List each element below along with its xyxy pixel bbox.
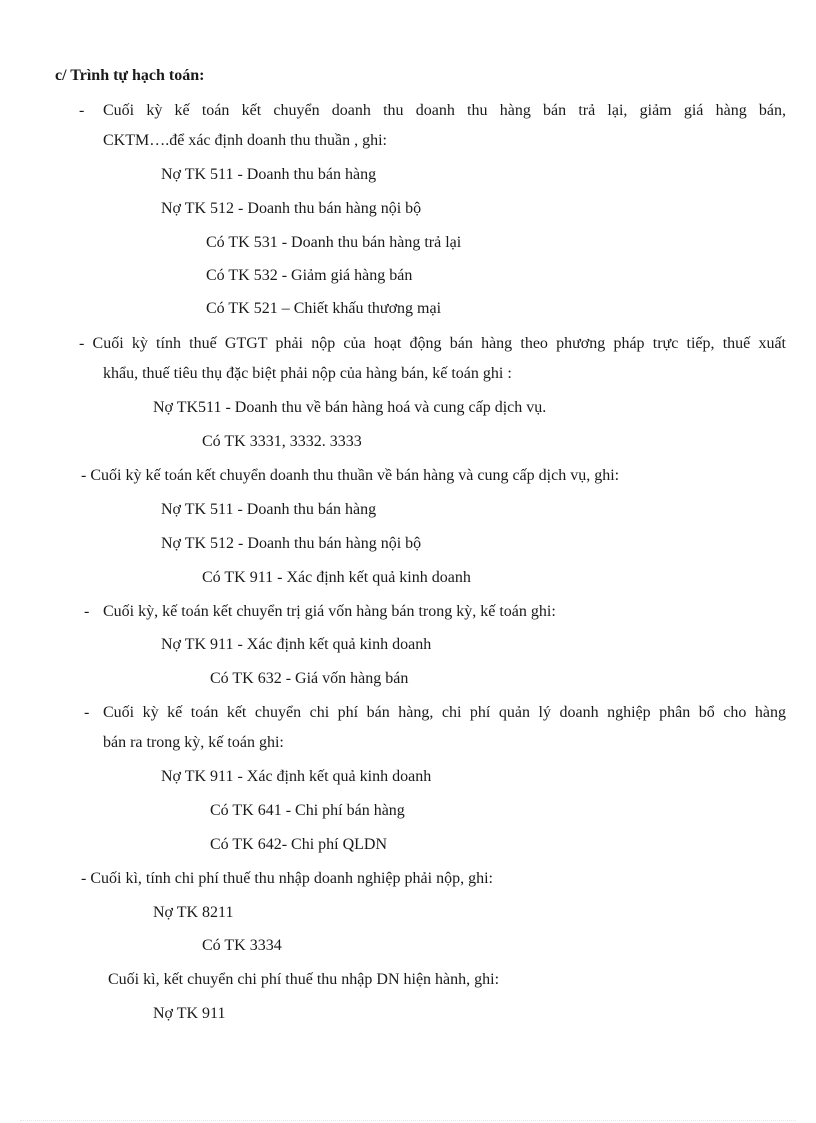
- bullet-dash: -: [84, 704, 90, 721]
- journal-entry-debit: Nợ TK 511 - Doanh thu bán hàng: [161, 166, 377, 183]
- paragraph-line: Cuối kì, kết chuyển chi phí thuế thu nhập DN hiện hành, ghi:: [108, 971, 500, 988]
- journal-entry-debit: Nợ TK 512 - Doanh thu bán hàng nội bộ: [161, 535, 422, 552]
- journal-entry-credit: Có TK 642- Chi phí QLDN: [210, 836, 388, 853]
- section-heading: c/ Trình tự hạch toán:: [55, 67, 205, 84]
- bullet-dash: -: [84, 603, 90, 620]
- paragraph-line: - Cuối kỳ kế toán kết chuyển doanh thu thuần về bán hàng và cung cấp dịch vụ, ghi:: [81, 467, 620, 484]
- paragraph-line: - Cuối kì, tính chi phí thuế thu nhập doanh nghiệp phải nộp, ghi:: [81, 870, 493, 887]
- journal-entry-credit: Có TK 641 - Chi phí bán hàng: [210, 802, 405, 819]
- paragraph-line: Cuối kỳ, kế toán kết chuyển trị giá vốn hàng bán trong kỳ, kế toán ghi:: [103, 603, 556, 620]
- journal-entry-credit: Có TK 531 - Doanh thu bán hàng trả lại: [206, 234, 462, 251]
- journal-entry-debit: Nợ TK 512 - Doanh thu bán hàng nội bộ: [161, 200, 422, 217]
- journal-entry-credit: Có TK 532 - Giảm giá hàng bán: [206, 267, 413, 284]
- journal-entry-debit: Nợ TK511 - Doanh thu về bán hàng hoá và cung cấp dịch vụ.: [153, 399, 547, 416]
- journal-entry-debit: Nợ TK 911: [153, 1005, 226, 1022]
- journal-entry-credit: Có TK 3331, 3332. 3333: [202, 433, 362, 450]
- journal-entry-credit: Có TK 911 - Xác định kết quả kinh doanh: [202, 569, 471, 586]
- journal-entry-debit: Nợ TK 511 - Doanh thu bán hàng: [161, 501, 377, 518]
- paragraph-line: Cuối kỳ kế toán kết chuyển doanh thu doanh thu hàng bán trả lại, giảm giá hàng bán,: [103, 102, 786, 119]
- journal-entry-debit: Nợ TK 8211: [153, 904, 234, 921]
- journal-entry-credit: Có TK 3334: [202, 937, 282, 954]
- journal-entry-credit: Có TK 632 - Giá vốn hàng bán: [210, 670, 409, 687]
- paragraph-line: khẩu, thuế tiêu thụ đặc biệt phải nộp của hàng bán, kế toán ghi :: [103, 365, 512, 382]
- paragraph-line: bán ra trong kỳ, kế toán ghi:: [103, 734, 284, 751]
- journal-entry-debit: Nợ TK 911 - Xác định kết quả kinh doanh: [161, 768, 432, 785]
- page-bottom-divider: [20, 1120, 796, 1121]
- paragraph-line: CKTM….để xác định doanh thu thuần , ghi:: [103, 132, 387, 149]
- paragraph-line: - Cuối kỳ tính thuế GTGT phải nộp của hoạt động bán hàng theo phương pháp trực tiếp, thuế xuất: [79, 335, 786, 352]
- bullet-dash: -: [79, 102, 85, 119]
- journal-entry-credit: Có TK 521 – Chiết khấu thương mại: [206, 300, 442, 317]
- paragraph-line: Cuối kỳ kế toán kết chuyển chi phí bán hàng, chi phí quản lý doanh nghiệp phân bổ cho hàng: [103, 704, 786, 721]
- journal-entry-debit: Nợ TK 911 - Xác định kết quả kinh doanh: [161, 636, 432, 653]
